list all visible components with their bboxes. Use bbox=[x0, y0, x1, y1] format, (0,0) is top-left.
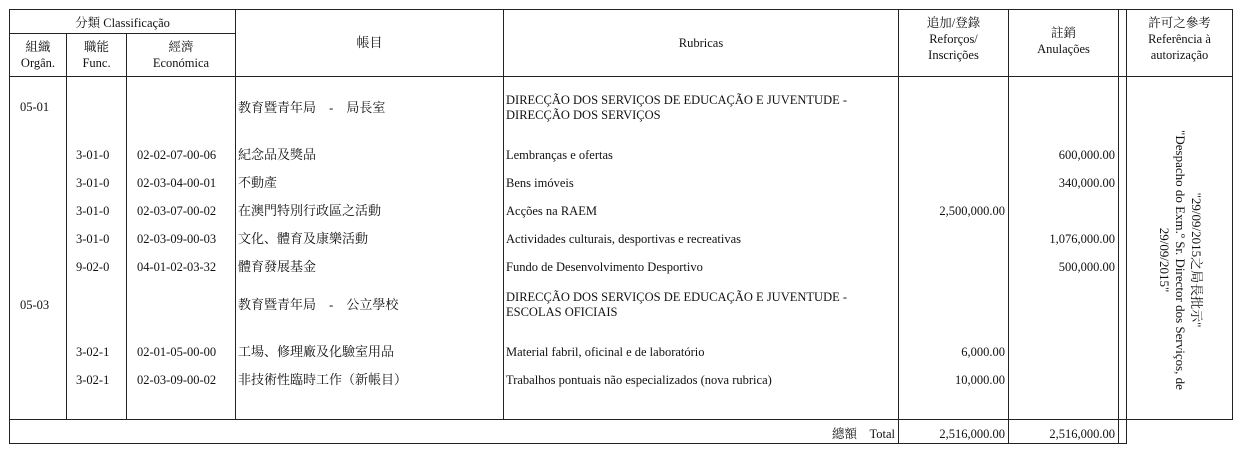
reforcos-header-pt1: Reforços/ bbox=[929, 32, 978, 46]
reforcos-header-zh: 追加/登錄 bbox=[926, 16, 981, 30]
row-anulacao: 500,000.00 bbox=[1058, 260, 1115, 274]
anulacoes-header-pt: Anulações bbox=[1037, 42, 1090, 56]
reference-header-pt2: autorização bbox=[1150, 48, 1209, 62]
row-rubrica-pt: Lembranças e ofertas bbox=[506, 148, 613, 162]
row-econ: 02-02-07-00-06 bbox=[137, 148, 217, 162]
row-econ: 02-03-07-00-02 bbox=[137, 204, 217, 218]
row-organ: 05-01 bbox=[20, 100, 50, 114]
row-account-zh: 非技術性臨時工作（新帳目） bbox=[238, 372, 408, 387]
row-rubrica-pt: Trabalhos pontuais não especializados (nova rubrica) bbox=[506, 373, 772, 387]
row-econ: 02-03-09-00-02 bbox=[137, 373, 217, 387]
account-header: 帳目 bbox=[356, 35, 383, 50]
row-rubrica-pt: DIRECÇÃO DOS SERVIÇOS bbox=[506, 108, 661, 122]
row-reforco: 2,500,000.00 bbox=[939, 204, 1005, 218]
row-organ: 05-03 bbox=[20, 298, 50, 312]
row-anulacao: 1,076,000.00 bbox=[1049, 232, 1115, 246]
organ-header-zh: 組織 bbox=[25, 40, 51, 54]
total-label: 總額 Total bbox=[831, 427, 895, 441]
row-func: 3-02-1 bbox=[76, 345, 110, 359]
row-func: 3-01-0 bbox=[76, 204, 110, 218]
row-account-zh: 教育暨青年局 - 公立學校 bbox=[238, 297, 399, 312]
row-rubrica-pt: DIRECÇÃO DOS SERVIÇOS DE EDUCAÇÃO E JUVENTUDE - bbox=[506, 93, 848, 107]
row-account-zh: 工場、修理廠及化驗室用品 bbox=[238, 344, 395, 359]
authorization-line: 29/09/2015" bbox=[1157, 227, 1172, 293]
econ-header-zh: 經濟 bbox=[168, 40, 194, 54]
row-rubrica-pt: ESCOLAS OFICIAIS bbox=[506, 305, 618, 319]
row-rubrica-pt: Acções na RAEM bbox=[506, 204, 597, 218]
row-account-zh: 不動產 bbox=[238, 175, 278, 190]
row-account-zh: 紀念品及獎品 bbox=[238, 147, 317, 162]
row-rubrica-pt: Actividades culturais, desportivas e recreativas bbox=[506, 232, 741, 246]
func-header-zh: 職能 bbox=[83, 40, 109, 54]
econ-header-pt: Económica bbox=[152, 56, 210, 70]
anulacoes-header-zh: 註銷 bbox=[1050, 26, 1076, 40]
authorization-line: "29/09/2015之局長批示" bbox=[1189, 192, 1204, 328]
rubricas-header: Rubricas bbox=[678, 36, 724, 50]
row-func: 3-01-0 bbox=[76, 148, 110, 162]
organ-header-pt: Orgân. bbox=[20, 56, 56, 70]
reference-header-zh: 許可之參考 bbox=[1148, 16, 1211, 30]
row-econ: 04-01-02-03-32 bbox=[137, 260, 217, 274]
func-header-pt: Func. bbox=[82, 56, 111, 70]
authorization-line: "Despacho do Exm.º Sr. Director dos Serviços, de bbox=[1173, 130, 1188, 390]
reference-header-pt1: Referência à bbox=[1148, 32, 1211, 46]
total-reforcos: 2,516,000.00 bbox=[939, 427, 1005, 441]
row-func: 3-01-0 bbox=[76, 176, 110, 190]
row-account-zh: 文化、體育及康樂活動 bbox=[238, 231, 369, 246]
row-econ: 02-03-09-00-03 bbox=[137, 232, 217, 246]
row-account-zh: 在澳門特別行政區之活動 bbox=[238, 203, 382, 218]
row-anulacao: 340,000.00 bbox=[1058, 176, 1115, 190]
row-rubrica-pt: Material fabril, oficinal e de laboratório bbox=[506, 345, 705, 359]
reforcos-header-pt2: Inscrições bbox=[928, 48, 979, 62]
row-reforco: 6,000.00 bbox=[961, 345, 1005, 359]
row-econ: 02-03-04-00-01 bbox=[137, 176, 217, 190]
total-anulacoes: 2,516,000.00 bbox=[1049, 427, 1115, 441]
row-reforco: 10,000.00 bbox=[955, 373, 1005, 387]
row-rubrica-pt: DIRECÇÃO DOS SERVIÇOS DE EDUCAÇÃO E JUVENTUDE - bbox=[506, 290, 848, 304]
row-func: 3-01-0 bbox=[76, 232, 110, 246]
row-func: 9-02-0 bbox=[76, 260, 110, 274]
row-func: 3-02-1 bbox=[76, 373, 110, 387]
row-econ: 02-01-05-00-00 bbox=[137, 345, 217, 359]
classification-header: 分類 Classificação bbox=[75, 16, 170, 30]
row-account-zh: 教育暨青年局 - 局長室 bbox=[238, 100, 386, 115]
row-anulacao: 600,000.00 bbox=[1058, 148, 1115, 162]
row-rubrica-pt: Bens imóveis bbox=[506, 176, 574, 190]
authorization-reference bbox=[1126, 110, 1233, 410]
row-rubrica-pt: Fundo de Desenvolvimento Desportivo bbox=[506, 260, 703, 274]
row-account-zh: 體育發展基金 bbox=[238, 259, 317, 274]
